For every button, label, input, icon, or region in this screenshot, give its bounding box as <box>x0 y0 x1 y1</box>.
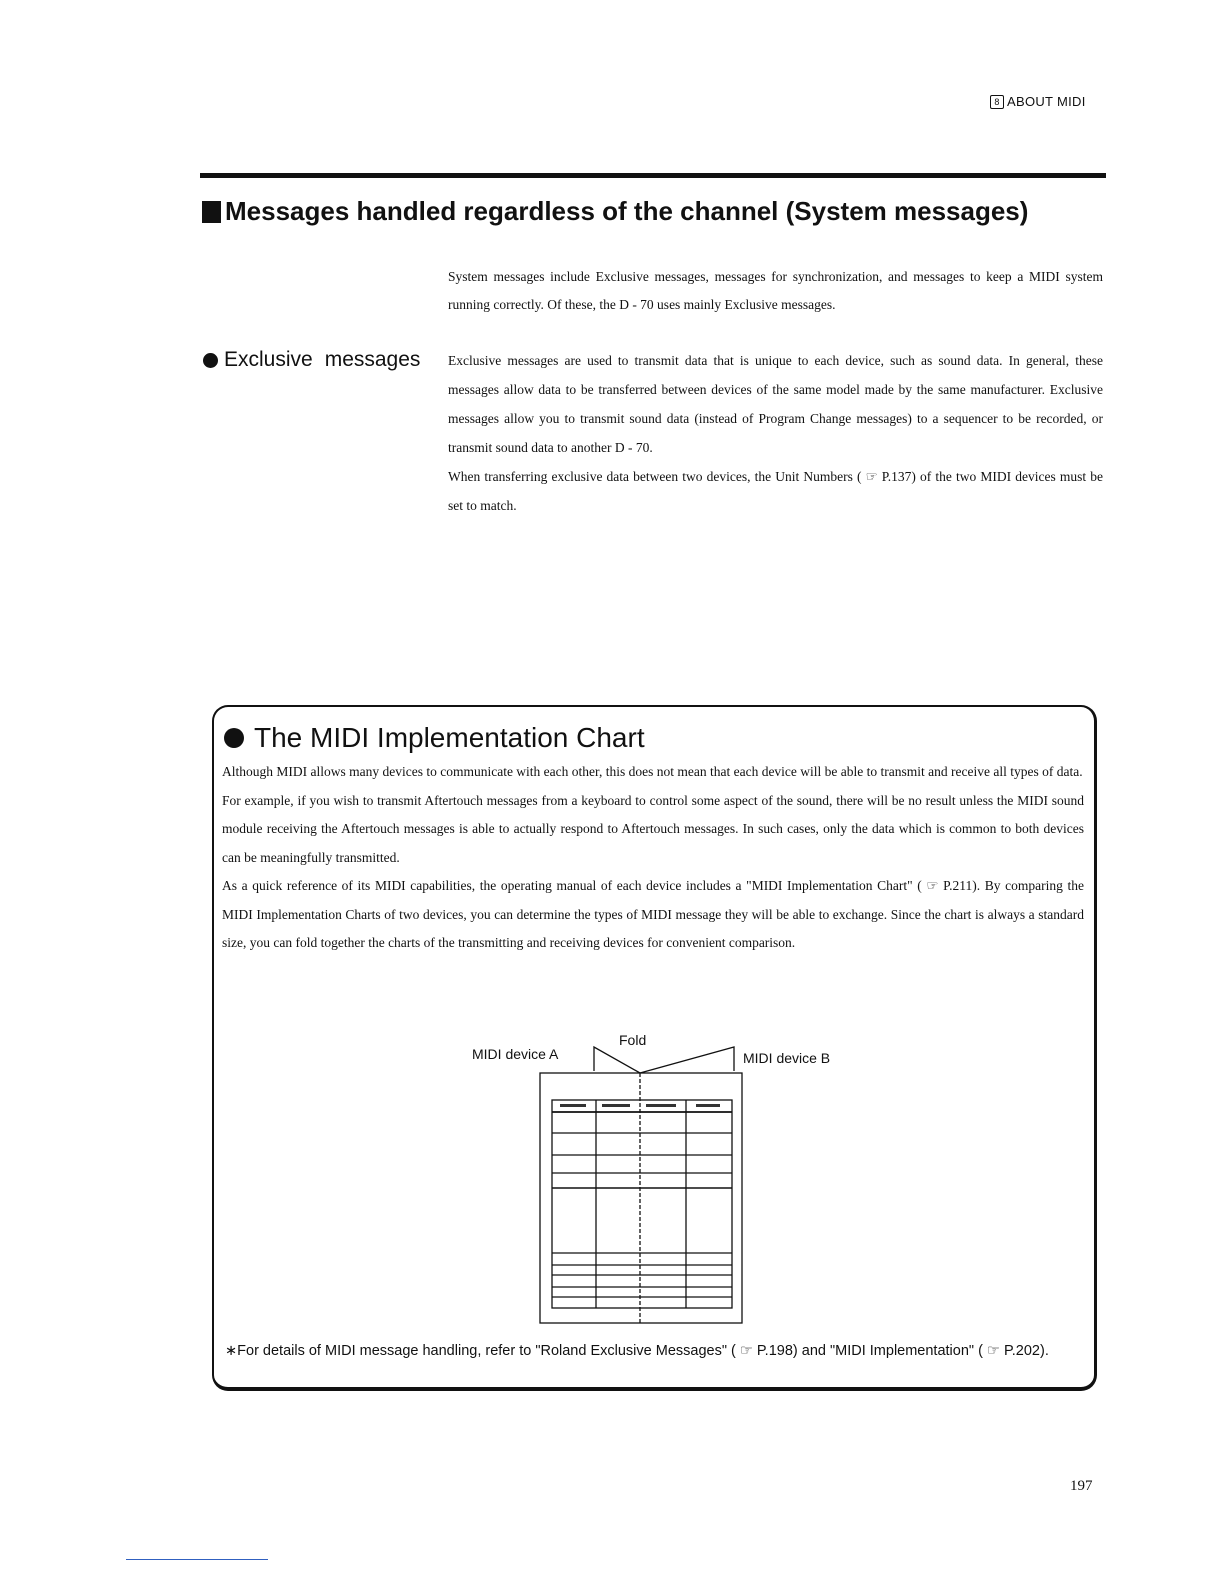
chart-box-paragraph-1: Although MIDI allows many devices to communicate with each other, this does not mean that each device will be able to transmit and receive all types of data. <box>222 764 1083 779</box>
bullet-icon <box>203 353 218 368</box>
intro-paragraph: System messages include Exclusive messages, messages for synchronization, and messages to keep a MIDI system running correctly. Of these, the D - 70 uses mainly Exclusive messages. <box>448 269 1103 312</box>
chart-box-paragraph-3: As a quick reference of its MIDI capabilities, the operating manual of each device includes a "MIDI Implementation Chart" ( ☞ P.211). By comparing the MIDI Implementation Charts of two devices, you can determine the types of MIDI message they will be able to exchange. Since the chart is always a standard size, you can fold together the charts of the transmitting and receiving devices for convenient comparison. <box>222 878 1084 950</box>
device-a-label: MIDI device A <box>472 1046 559 1062</box>
exclusive-heading <box>203 348 420 372</box>
top-rule <box>200 173 1106 178</box>
section-title: Messages handled regardless of the channel (System messages) <box>225 196 1029 226</box>
footnote: ∗For details of MIDI message handling, refer to "Roland Exclusive Messages" ( ☞ P.198) and "MIDI Implementation" ( ☞ P.202). <box>225 1343 1049 1359</box>
chart-table <box>552 1100 732 1308</box>
chart-box-title: The MIDI Implementation Chart <box>254 722 645 753</box>
chart-outline <box>540 1073 742 1323</box>
chart-box-body <box>222 758 1084 958</box>
chapter-badge: 8 <box>990 95 1004 109</box>
running-header <box>990 94 1140 109</box>
device-a-flap <box>594 1047 640 1073</box>
fold-diagram <box>470 1025 770 1330</box>
bottom-rule <box>126 1559 268 1560</box>
square-bullet-icon <box>202 201 221 223</box>
exclusive-body <box>448 346 1103 520</box>
exclusive-heading-word2: messages <box>324 348 421 371</box>
section-heading <box>202 196 1112 227</box>
fold-label: Fold <box>619 1032 647 1048</box>
chart-box-heading <box>224 722 645 754</box>
header-label: ABOUT MIDI <box>1007 94 1086 109</box>
exclusive-paragraph-2: When transferring exclusive data between two devices, the Unit Numbers ( ☞ P.137) of the two MIDI devices must be set to match. <box>448 469 1103 513</box>
device-b-label: MIDI device B <box>743 1050 831 1066</box>
bullet-icon <box>224 728 244 748</box>
chart-box-paragraph-2: For example, if you wish to transmit Aftertouch messages from a keyboard to control some aspect of the sound, there will be no result unless the MIDI sound module receiving the Aftertouch messages is able to actually respond to Aftertouch messages. In such cases, only the data which is common to both devices can be meaningfully transmitted. <box>222 792 1084 865</box>
device-b-flap <box>640 1047 734 1073</box>
exclusive-paragraph-1: Exclusive messages are used to transmit data that is unique to each device, such as sound data. In general, these messages allow data to be transferred between devices of the same model made by the same manufacturer. Exclusive messages allow you to transmit sound data (instead of Program Change messages) to a sequencer to be recorded, or transmit sound data to another D - 70. <box>448 353 1103 455</box>
exclusive-heading-word1: Exclusive <box>224 348 313 371</box>
page-number: 197 <box>1070 1478 1093 1494</box>
